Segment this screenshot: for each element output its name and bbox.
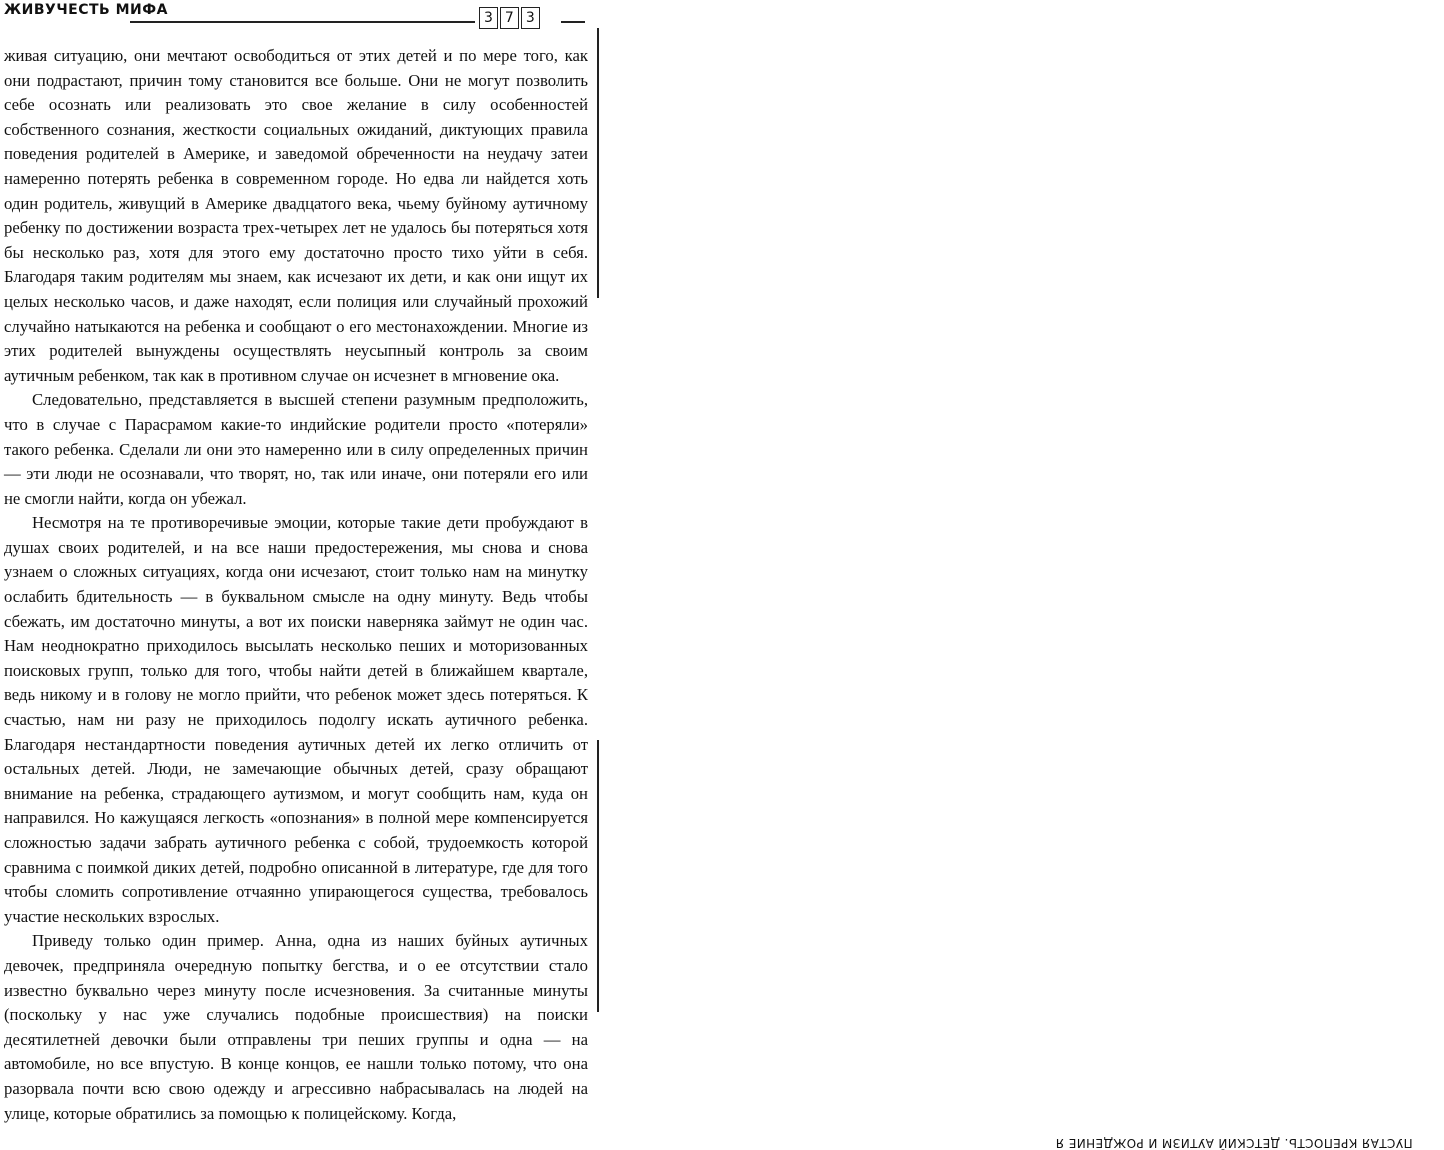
body-text (4, 44, 588, 1126)
side-running-title (604, 310, 1413, 1150)
side-title-text: ПУСТАЯ КРЕПОСТЬ. ДЕТСКИЙ АУТИЗМ И РОЖДЕНИЕ Я (1055, 1136, 1413, 1150)
header-rule (130, 21, 475, 23)
page-number-digit: 3 (479, 7, 498, 29)
page-number-digit: 3 (521, 7, 540, 29)
paragraph: Следовательно, представляется в высшей степени разумным предположить, что в случае с Парасрамом какие-то индийские родители просто «потеряли» такого ребенка. Сделали ли они это намеренно или в силу определенных причин — эти люди не осознавали, что творят, но, так или иначе, они потеряли его или не смогли найти, когда он убежал. (4, 390, 588, 508)
paragraph: живая ситуацию, они мечтают освободиться от этих детей и по мере того, как они подрастают, причин тому становится все больше. Они не могут позволить себе осознать или реализовать это свое желание в силу особенностей собственного сознания, жесткости социальных ожиданий, диктующих правила поведения родителей в Америке, и заведомой обреченности на неудачу затеи намеренно потерять ребенка в современном городе. Но едва ли найдется хоть один родитель, живущий в Америке двадцатого века, чьему буйному аутичному ребенку по достижении возраста трех-четырех лет не удалось бы потеряться хотя бы несколько раз, хотя для этого ему достаточно просто тихо уйти в себя. Благодаря таким родителям мы знаем, как исчезают их дети, и как они ищут их целых несколько часов, и даже находят, если полиция или случайный прохожий случайно натыкаются на ребенка и сообщают о его местонахождении. Многие из этих родителей вынуждены осуществлять неусыпный контроль за своим аутичным ребенком, так как в противном случае он исчезнет в мгновение ока. (4, 46, 588, 385)
page-number (478, 6, 541, 30)
side-rule-top (597, 28, 599, 298)
side-rule-bottom (597, 740, 599, 1012)
running-title: ЖИВУЧЕСТЬ МИФА (4, 2, 168, 18)
header-rule-right (561, 21, 585, 23)
paragraph: Несмотря на те противоречивые эмоции, которые такие дети пробуждают в душах своих родителей, и на все наши предостережения, мы снова и снова узнаем о сложных ситуациях, когда они исчезают, стоит только нам на минутку ослабить бдительность — в буквальном смысле на одну минуту. Ведь чтобы сбежать, им достаточно минуты, а вот их поиски наверняка займут не один час. Нам неоднократно приходилось высылать несколько пеших и моторизованных поисковых групп, только для того, чтобы найти детей в ближайшем квартале, ведь никому и в голову не могло прийти, что ребенок может здесь потеряться. К счастью, нам ни разу не приходилось подолгу искать аутичного ребенка. Благодаря нестандартности поведения аутичных детей их легко отличить от остальных детей. Люди, не замечающие обычных детей, сразу обращают внимание на ребенка, страдающего аутизмом, и могут сообщить нам, куда он направился. Но кажущаяся легкость «опознания» в полной мере компенсируется сложностью задачи забрать аутичного ребенка с собой, трудоемкость которой сравнима с поимкой диких детей, подробно описанной в литературе, где для того чтобы сломить сопротивление отчаянно упирающегося существа, требовалось участие нескольких взрослых. (4, 513, 588, 926)
paragraph: Приведу только один пример. Анна, одна из наших буйных аутичных девочек, предприняла очередную попытку бегства, и о ее отсутствии стало известно буквально через минуту после исчезновения. За считанные минуты (поскольку у нас уже случались подобные происшествия) на поиски десятилетней девочки были отправлены три пеших группы и одна — на автомобиле, но все впустую. В конце концов, ее нашли только потому, что она разорвала почти всю свою одежду и агрессивно набрасывалась на людей на улице, которые обратились за помощью к полицейскому. Когда, (4, 931, 588, 1123)
page-number-digit: 7 (500, 7, 519, 29)
